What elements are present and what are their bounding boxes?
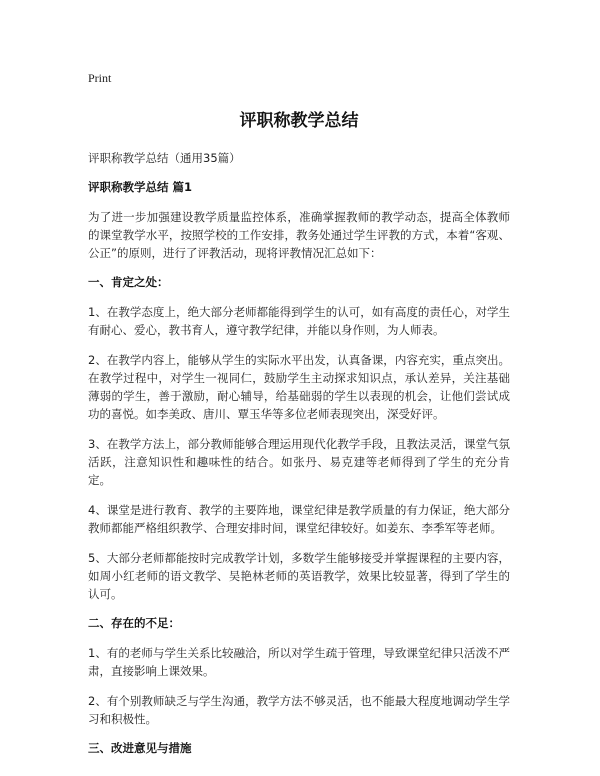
strength-item: 1、在教学态度上，绝大部分老师都能得到学生的认可，如有高度的责任心，对学生有耐心、爱心，教书育人，遵守教学纪律，并能以身作则，为人师表。 xyxy=(88,305,510,337)
weakness-item: 1、有的老师与学生关系比较融洽，所以对学生疏于管理，导致课堂纪律只活泼不严肃，直接影响上课效果。 xyxy=(88,646,510,678)
article-heading: 评职称教学总结 篇1 xyxy=(88,180,193,194)
section-heading-strengths: 一、肯定之处： xyxy=(88,275,169,289)
strength-item: 4、课堂是进行教育、教学的主要阵地，课堂纪律是教学质量的有力保证，绝大部分教师都能严格组织教学、合理安排时间，课堂纪律较好。如姜东、李季军等老师。 xyxy=(88,503,510,535)
strength-item: 2、在教学内容上，能够从学生的实际水平出发，认真备课，内容充实，重点突出。在教学过程中，对学生一视同仁，鼓励学生主动探求知识点，承认差异，关注基础薄弱的学生，善于激励，耐心辅导，给基础弱的学生以表现的机会，让他们尝试成功的喜悦。如李美政、唐川、覃玉华等多位老师表现突出，深受好评。 xyxy=(88,353,510,421)
print-link[interactable]: Print xyxy=(88,71,112,85)
weakness-item: 2、有个别教师缺乏与学生沟通，教学方法不够灵活，也不能最大程度地调动学生学习和积极性。 xyxy=(88,694,510,726)
section-heading-weaknesses: 二、存在的不足： xyxy=(88,616,180,630)
strength-item: 5、大部分老师都能按时完成教学计划，多数学生能够接受并掌握课程的主要内容，如周小红老师的语文教学、吴艳林老师的英语教学，效果比较显著，得到了学生的认可。 xyxy=(88,551,510,601)
section-heading-improvements: 三、改进意见与措施 xyxy=(88,741,192,755)
page-title: 评职称教学总结 xyxy=(239,111,359,131)
strength-item: 3、在教学方法上，部分教师能够合理运用现代化教学手段，且教法灵活，课堂气氛活跃，注意知识性和趣味性的结合。如张丹、易克建等老师得到了学生的充分肯定。 xyxy=(88,437,510,487)
intro-paragraph: 为了进一步加强建设教学质量监控体系，准确掌握教师的教学动态，提高全体教师的课堂教学水平，按照学校的工作安排，教务处通过学生评教的方式，本着“客观、公正”的原则，进行了评教活动，现将评教情况汇总如下： xyxy=(88,210,510,260)
subtitle: 评职称教学总结（通用35篇） xyxy=(88,151,241,165)
